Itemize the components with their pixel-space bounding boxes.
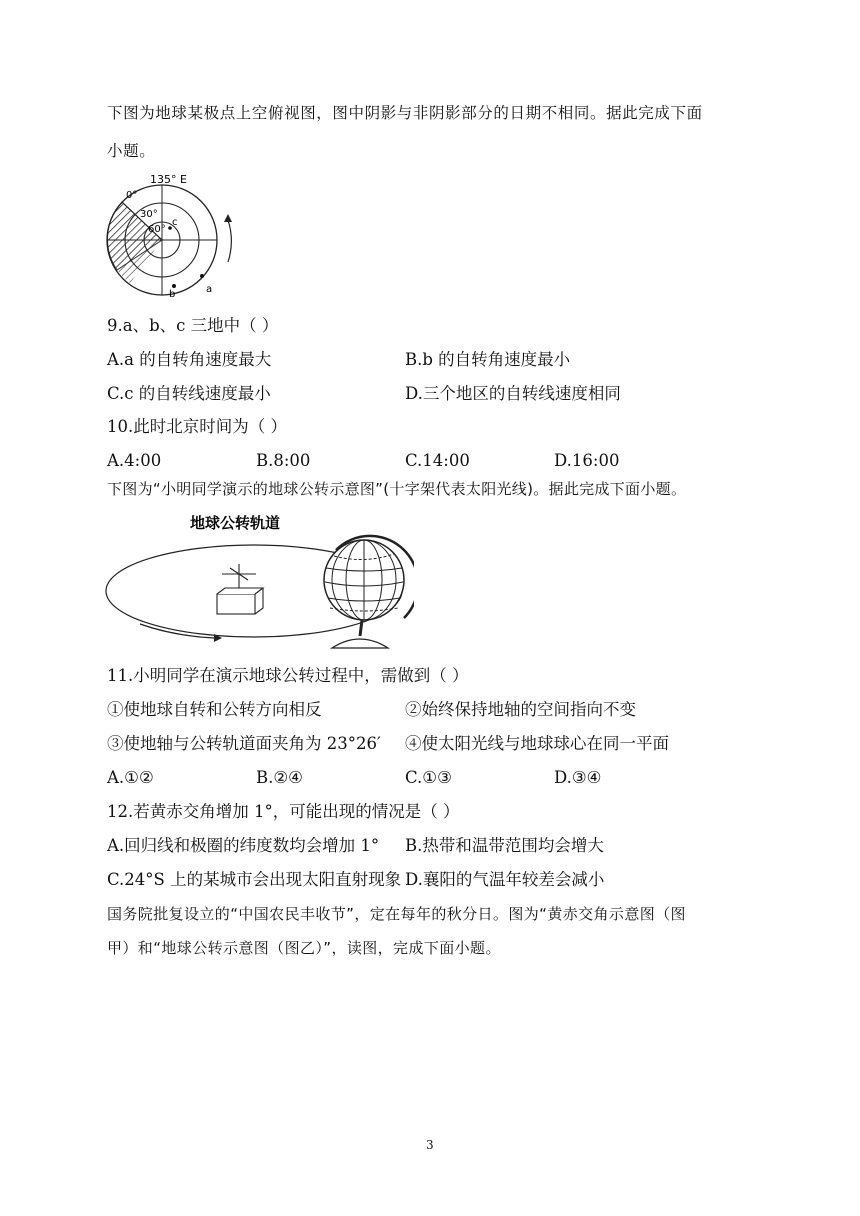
q9-option-d: D.三个地区的自转线速度相同: [405, 384, 621, 403]
q12-option-a: A.回归线和极圈的纬度数均会增加 1°: [107, 836, 380, 855]
q11-option-c: C.①③: [405, 768, 452, 787]
orbit-demo-figure: [104, 508, 414, 656]
stand-box: [217, 594, 255, 614]
q11-statement-4: ④使太阳光线与地球球心在同一平面: [405, 734, 669, 753]
q10-option-c: C.14:00: [405, 451, 470, 470]
q11-statement-2: ②始终保持地轴的空间指向不变: [405, 700, 636, 719]
q12-option-b: B.热带和温带范围均会增大: [405, 836, 604, 855]
intro1-line2: 小题。: [107, 142, 156, 160]
q9-option-b: B.b 的自转角速度最小: [405, 350, 571, 369]
q10-option-b: B.8:00: [256, 451, 311, 470]
q10-option-a: A.4:00: [107, 451, 162, 470]
q12-option-c: C.24°S 上的某城市会出现太阳直射现象: [107, 870, 402, 889]
page-number: 3: [426, 1138, 434, 1152]
polar-view-figure: [100, 170, 245, 300]
q9-stem: 9.a、b、c 三地中（ ）: [107, 316, 279, 335]
q11-option-b: B.②④: [256, 768, 303, 787]
orbit-title: 地球公转轨道: [190, 514, 281, 532]
label-c: c: [172, 217, 178, 228]
intro3-line2: 甲）和“地球公转示意图（图乙）”，读图，完成下面小题。: [107, 939, 501, 957]
label-b: b: [169, 289, 176, 300]
q12-stem: 12.若黄赤交角增加 1°，可能出现的情况是（ ）: [107, 802, 460, 821]
q9-option-a: A.a 的自转角速度最大: [107, 350, 272, 369]
q12-option-d: D.襄阳的气温年较差会减小: [405, 870, 605, 889]
intro2-line1: 下图为“小明同学演示的地球公转示意图”(十字架代表太阳光线)。据此完成下面小题。: [107, 480, 687, 498]
label-0deg: 0°: [126, 190, 138, 201]
q11-option-d: D.③④: [554, 768, 602, 787]
label-135e: 135° E: [150, 173, 187, 186]
label-a: a: [206, 284, 213, 295]
q11-statement-1: ①使地球自转和公转方向相反: [107, 700, 322, 719]
q10-stem: 10.此时北京时间为（ ）: [107, 417, 287, 436]
label-60deg: 60°: [148, 224, 166, 235]
q11-option-a: A.①②: [107, 768, 154, 787]
intro3-line1: 国务院批复设立的“中国农民丰收节”，定在每年的秋分日。图为“黄赤交角示意图（图: [107, 905, 686, 923]
q11-stem: 11.小明同学在演示地球公转过程中，需做到（ ）: [107, 666, 469, 685]
q9-option-c: C.c 的自转线速度最小: [107, 384, 271, 403]
label-30deg: 30°: [140, 209, 158, 220]
q10-option-d: D.16:00: [554, 451, 620, 470]
q11-statement-3: ③使地轴与公转轨道面夹角为 23°26′: [107, 734, 381, 753]
intro1-line1: 下图为地球某极点上空俯视图，图中阴影与非阴影部分的日期不相同。据此完成下面: [107, 104, 703, 122]
